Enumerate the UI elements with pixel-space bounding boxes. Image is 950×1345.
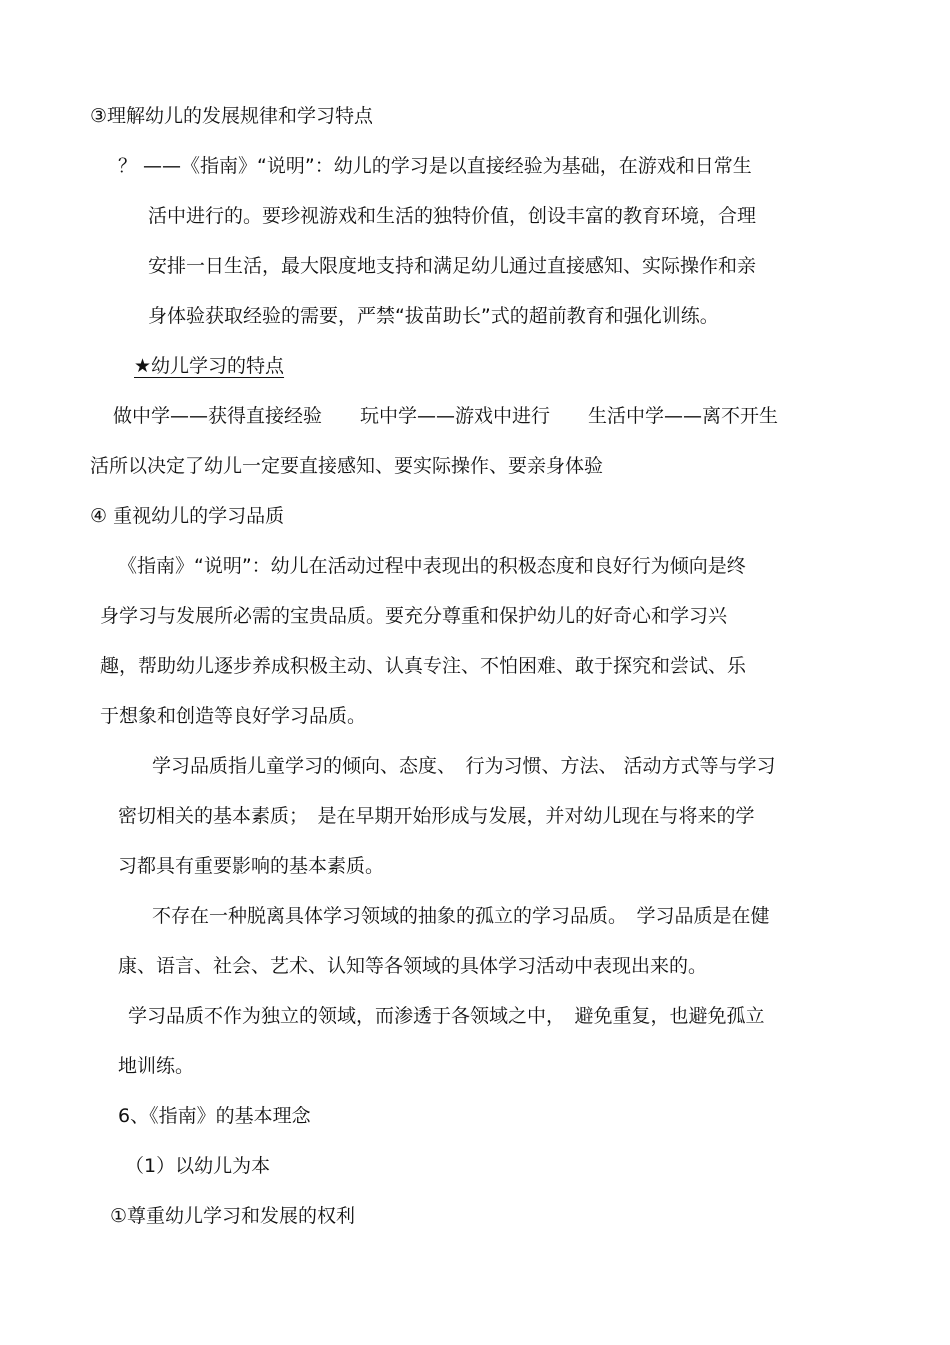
text-line: 身体验获取经验的需要，严禁“拔苗助长”式的超前教育和强化训练。: [148, 305, 719, 327]
text-line: ④ 重视幼儿的学习品质: [90, 505, 285, 527]
text-line: 活中进行的。要珍视游戏和生活的独特价值，创设丰富的教育环境，合理: [148, 205, 757, 227]
text-line: 学习品质指儿童学习的倾向、态度、 行为习惯、方法、 活动方式等与学习: [152, 755, 776, 777]
section-heading: ★幼儿学习的特点: [134, 355, 285, 377]
text-line: 于想象和创造等良好学习品质。: [100, 705, 367, 727]
text-line: 康、语言、社会、艺术、认知等各领域的具体学习活动中表现出来的。: [118, 955, 708, 977]
text-line: ①尊重幼儿学习和发展的权利: [110, 1205, 356, 1227]
text-line: ？ ——《指南》“说明”：幼儿的学习是以直接经验为基础，在游戏和日常生: [118, 155, 752, 177]
text-line: 安排一日生活，最大限度地支持和满足幼儿通过直接感知、实际操作和亲: [148, 255, 757, 277]
text-line: 习都具有重要影响的基本素质。: [118, 855, 385, 877]
subsection-heading: （1）以幼儿为本: [125, 1155, 271, 1177]
text-line: 地训练。: [118, 1055, 195, 1077]
text-line: 密切相关的基本素质； 是在早期开始形成与发展，并对幼儿现在与将来的学: [118, 805, 755, 827]
text-line: 《指南》“说明”：幼儿在活动过程中表现出的积极态度和良好行为倾向是终: [118, 555, 746, 577]
text-line: 活所以决定了幼儿一定要直接感知、要实际操作、要亲身体验: [90, 455, 604, 477]
text-line: 做中学——获得直接经验 玩中学——游戏中进行 生活中学——离不开生: [113, 405, 779, 427]
text-line: 身学习与发展所必需的宝贵品质。要充分尊重和保护幼儿的好奇心和学习兴: [100, 605, 728, 627]
text-line: ③理解幼儿的发展规律和学习特点: [90, 105, 374, 127]
text-line: 趣，帮助幼儿逐步养成积极主动、认真专注、不怕困难、敢于探究和尝试、乐: [100, 655, 747, 677]
section-heading: 6、《指南》的基本理念: [118, 1105, 311, 1127]
text-line: 不存在一种脱离具体学习领域的抽象的孤立的学习品质。 学习品质是在健: [152, 905, 770, 927]
text-line: 学习品质不作为独立的领域，而渗透于各领域之中， 避免重复，也避免孤立: [128, 1005, 765, 1027]
